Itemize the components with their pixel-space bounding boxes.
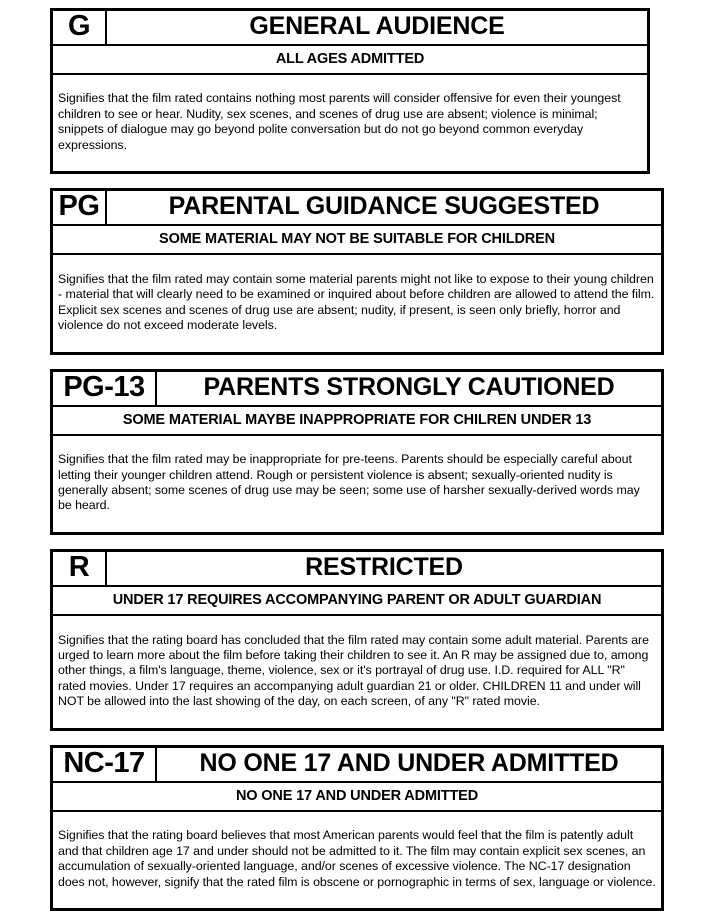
rating-code-label: NC-17: [63, 747, 145, 780]
rating-subtitle-row-g: [53, 46, 647, 75]
rating-code-cell-pg-13: [53, 372, 157, 405]
rating-title-cell-g: [107, 11, 647, 44]
rating-title-label: NO ONE 17 AND UNDER ADMITTED: [199, 749, 619, 778]
rating-code-label: PG: [58, 190, 100, 223]
rating-code-label: PG-13: [63, 370, 145, 403]
rating-header-row: [53, 748, 661, 783]
rating-code-cell-nc-17: [53, 748, 157, 781]
rating-subtitle-label: NO ONE 17 AND UNDER ADMITTED: [235, 788, 479, 805]
rating-code-label: G: [67, 10, 91, 42]
rating-body-text: Signifies that the rating board has concluded that the film rated may contain some adult material. Parents are urged to learn more about the film before taking their children to see it. An R may be assigned due to, among other things, a film's language, theme, violence, sex or it's portrayal of drug use. I.D. required for ALL "R" rated movies. Under 17 requires an accompanying adult guardian 21 or older. CHILDREN 11 and under will NOT be allowed into the last showing of the day, on each screen, of any "R" rated movie.: [58, 632, 649, 709]
rating-header-row: [53, 372, 661, 407]
rating-subtitle-label: SOME MATERIAL MAY NOT BE SUITABLE FOR CHILDREN: [159, 231, 555, 248]
rating-title-cell-pg-13: [157, 372, 661, 405]
rating-block-pg-13: [50, 369, 664, 535]
rating-block-nc-17: [50, 745, 664, 911]
rating-body-row-pg: [53, 255, 661, 351]
rating-body-text: Signifies that the film rated may be inappropriate for pre-teens. Parents should be especially careful about letting their younger children attend. Rough or persistent violence is absent; sexually-oriented nudity is generally absent; some scenes of drug use may be seen; some use of harsher sexually-derived words may be heard.: [58, 452, 640, 513]
rating-subtitle-row-r: [53, 587, 661, 616]
rating-body-text: Signifies that the rating board believes that most American parents would feel that the film is patently adult and that children age 17 and under should not be admitted to it. The film may contain explicit sex scenes, an accumulation of sexually-oriented language, and/or scenes of excessive violence. The NC-17 designation does not, however, signify that the rated film is obscene or pornographic in terms of sex, language or violence.: [58, 828, 656, 889]
rating-code-cell-r: [53, 552, 107, 585]
rating-title-label: GENERAL AUDIENCE: [249, 12, 505, 40]
rating-subtitle-label: SOME MATERIAL MAYBE INAPPROPRIATE FOR CHILREN UNDER 13: [122, 411, 592, 428]
rating-block-r: [50, 549, 664, 731]
rating-title-cell-nc-17: [157, 748, 661, 781]
rating-header-row: [53, 191, 661, 226]
rating-code-cell-pg: [53, 191, 107, 224]
rating-block-pg: [50, 188, 664, 354]
rating-title-label: PARENTS STRONGLY CAUTIONED: [203, 372, 615, 401]
rating-body-text: Signifies that the film rated may contain some material parents might not like to expose to their young children - material that will clearly need to be examined or inquired about before children are allowed to attend the film. Explicit sex scenes and scenes of drug use are absent; nudity, if present, is seen only briefly, horror and violence do not exceed moderate levels.: [58, 271, 655, 333]
rating-subtitle-row-pg: [53, 226, 661, 255]
rating-code-cell-g: [53, 11, 107, 44]
rating-header-row: [53, 552, 661, 587]
rating-body-text: Signifies that the film rated contains nothing most parents will consider offensive for even their youngest children to see or hear. Nudity, sex scenes, and scenes of drug use are absent; violence is minimal; snippets of dialogue may go beyond polite conversation but do not go beyond common everyday expressions.: [58, 91, 621, 152]
rating-body-row-r: [53, 616, 661, 728]
rating-body-row-pg-13: [53, 436, 661, 532]
rating-title-label: RESTRICTED: [305, 553, 463, 582]
rating-subtitle-label: ALL AGES ADMITTED: [275, 51, 425, 67]
rating-block-g: [50, 8, 650, 174]
rating-subtitle-row-pg-13: [53, 407, 661, 436]
rating-subtitle-row-nc-17: [53, 783, 661, 812]
rating-title-cell-r: [107, 552, 661, 585]
rating-title-label: PARENTAL GUIDANCE SUGGESTED: [168, 192, 600, 221]
rating-subtitle-label: UNDER 17 REQUIRES ACCOMPANYING PARENT OR ADULT GUARDIAN: [112, 592, 602, 609]
rating-code-label: R: [68, 551, 90, 584]
rating-title-cell-pg: [107, 191, 661, 224]
rating-body-row-g: [53, 75, 647, 171]
rating-body-row-nc-17: [53, 812, 661, 908]
rating-header-row: [53, 11, 647, 46]
